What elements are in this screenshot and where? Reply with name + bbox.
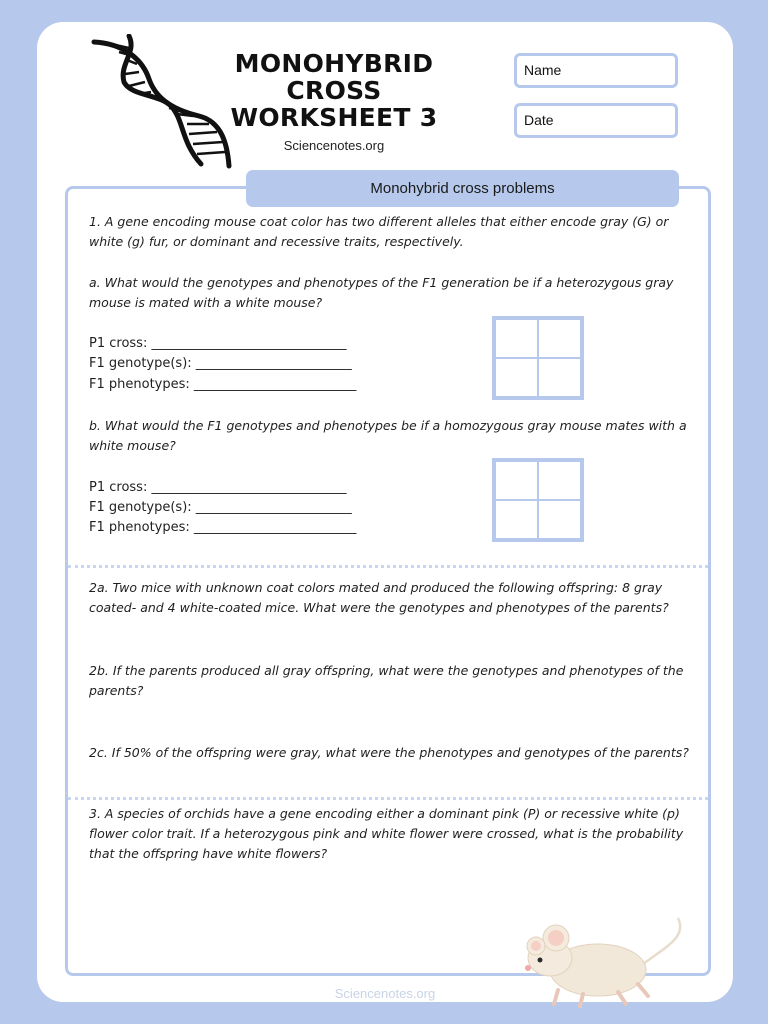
punnett-square-1b[interactable]	[492, 458, 584, 542]
punnett-cell[interactable]	[538, 500, 581, 539]
footer-credit: Sciencenotes.org	[334, 986, 436, 1001]
dna-helix-icon	[89, 34, 239, 174]
worksheet-page	[37, 22, 733, 1002]
date-field[interactable]: Date	[514, 103, 678, 138]
question-1b: b. What would the F1 genotypes and phenotypes be if a homozygous gray mouse mates with a white mouse?	[89, 418, 687, 453]
site-credit: Sciencenotes.org	[283, 138, 385, 153]
punnett-cell[interactable]	[495, 500, 538, 539]
q1a-f1-phenotypes: F1 phenotypes: _________________________	[89, 377, 357, 392]
punnett-cell[interactable]	[538, 319, 581, 358]
question-2a: 2a. Two mice with unknown coat colors mated and produced the following offspring: 8 gray coated- and 4 white-coated mice. What were the genotypes and phenotypes of the parents?	[89, 580, 669, 615]
q1a-f1-genotypes: F1 genotype(s): ________________________	[89, 356, 352, 371]
title-line-1: MONOHYBRID	[234, 49, 434, 78]
punnett-cell[interactable]	[495, 319, 538, 358]
question-2b: 2b. If the parents produced all gray offspring, what were the genotypes and phenotypes of the parents?	[89, 663, 684, 698]
question-1a: a. What would the genotypes and phenotypes of the F1 generation be if a heterozygous gray mouse is mated with a white mouse?	[89, 275, 674, 310]
punnett-cell[interactable]	[495, 358, 538, 397]
title-line-2: CROSS	[286, 76, 382, 105]
title-line-3: WORKSHEET 3	[230, 103, 438, 132]
punnett-square-1a[interactable]	[492, 316, 584, 400]
q1b-f1-genotypes: F1 genotype(s): ________________________	[89, 500, 352, 515]
q1b-f1-phenotypes: F1 phenotypes: _________________________	[89, 520, 357, 535]
section-divider	[68, 797, 708, 800]
mouse-illustration	[488, 908, 688, 1008]
name-field[interactable]: Name	[514, 53, 678, 88]
worksheet-title	[227, 50, 441, 131]
punnett-cell[interactable]	[495, 461, 538, 500]
section-title: Monohybrid cross problems	[246, 170, 679, 207]
question-2c: 2c. If 50% of the offspring were gray, what were the phenotypes and genotypes of the parents?	[89, 745, 689, 760]
punnett-cell[interactable]	[538, 461, 581, 500]
punnett-cell[interactable]	[538, 358, 581, 397]
section-divider	[68, 565, 708, 568]
q1a-p1-cross: P1 cross: ______________________________	[89, 336, 347, 351]
q1b-p1-cross: P1 cross: ______________________________	[89, 480, 347, 495]
question-1-intro: 1. A gene encoding mouse coat color has two different alleles that either encode gray (G) or white (g) fur, or dominant and recessive traits, respectively.	[89, 214, 669, 249]
question-3: 3. A species of orchids have a gene encoding either a dominant pink (P) or recessive white (p) flower color trait. If a heterozygous pink and white flower were crossed, what is the probability that the offspring have white flowers?	[89, 806, 684, 861]
